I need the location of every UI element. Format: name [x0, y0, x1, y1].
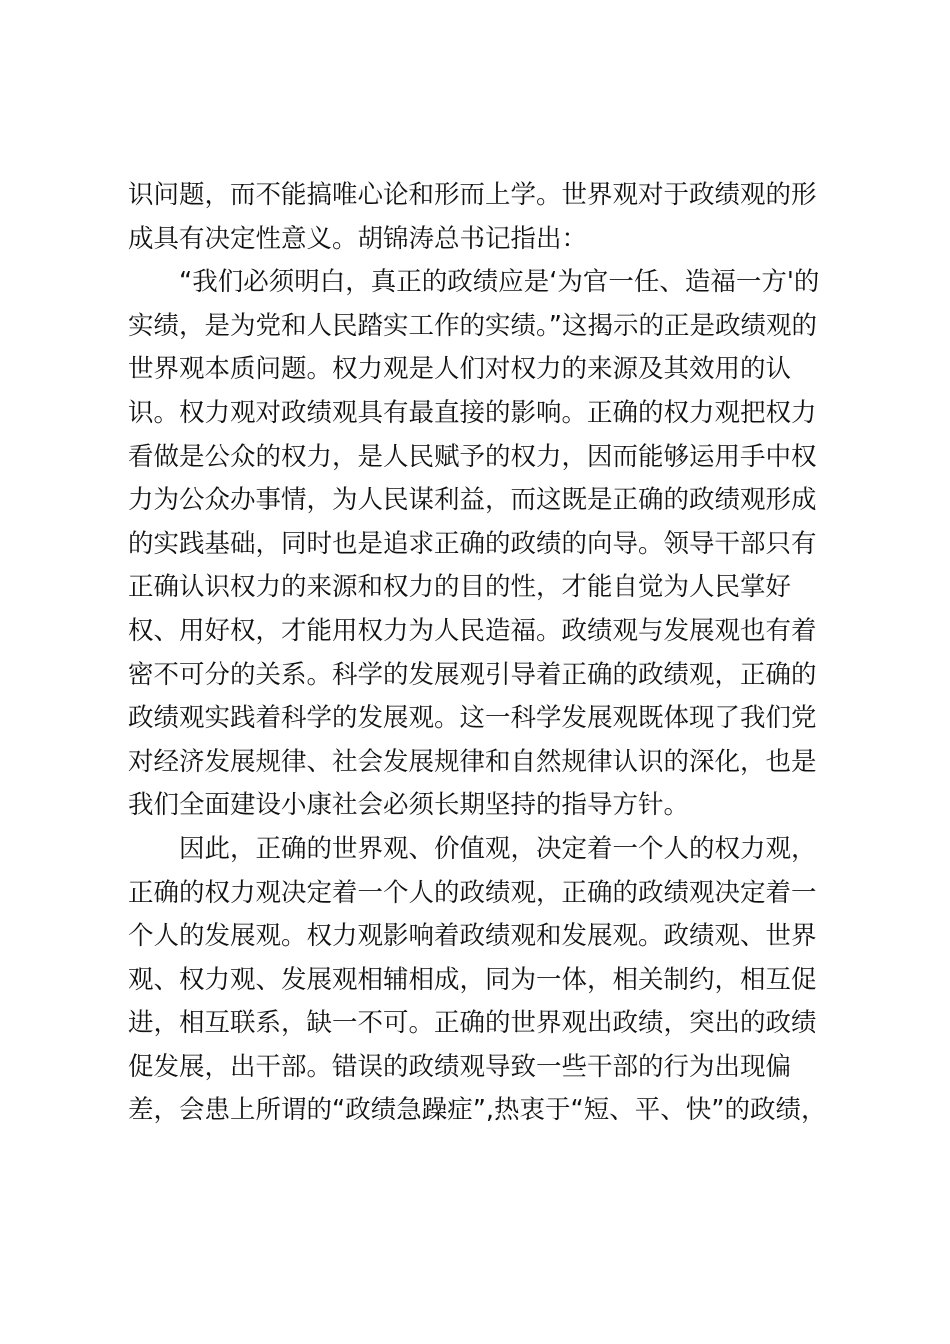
text-line: 观、权力观、发展观相辅相成，同为一体，相关制约，相互促 [128, 964, 817, 995]
text-line: 对经济发展规律、社会发展规律和自然规律认识的深化，也是 [128, 746, 817, 777]
text-line: 的实践基础，同时也是追求正确的政绩的向导。领导干部只有 [128, 528, 817, 559]
body-text [128, 174, 828, 1133]
text-line: 促发展，出干部。错误的政绩观导致一些干部的行为出现偏 [128, 1051, 792, 1082]
text-line: 成具有决定性意义。胡锦涛总书记指出： [128, 223, 588, 254]
paragraph-start-line: 因此，正确的世界观、价值观，决定着一个人的权力观， [179, 833, 817, 864]
text-line: 权、用好权，才能用权力为人民造福。政绩观与发展观也有着 [128, 615, 817, 646]
text-line: 正确认识权力的来源和权力的目的性，才能自觉为人民掌好 [128, 572, 792, 603]
text-line: 个人的发展观。权力观影响着政绩观和发展观。政绩观、世界 [128, 921, 817, 952]
text-line: 识问题，而不能搞唯心论和形而上学。世界观对于政绩观的形 [128, 180, 817, 210]
text-line: 力为公众办事情，为人民谋利益，而这既是正确的政绩观形成 [128, 485, 817, 516]
text-line: 进，相互联系，缺一不可。正确的世界观出政绩，突出的政绩 [128, 1008, 817, 1039]
text-line: 实绩，是为党和人民踏实工作的实绩。”这揭示的正是政绩观的 [128, 310, 817, 341]
paragraph-start-line: “我们必须明白，真正的政绩应是‘为官一任、造福一方'的 [179, 267, 820, 298]
text-line: 识。权力观对政绩观具有最直接的影响。正确的权力观把权力 [128, 397, 817, 428]
text-line: 差，会患上所谓的“政绩急躁症”,热衷于“短、平、快”的政绩， [128, 1095, 827, 1126]
text-line: 世界观本质问题。权力观是人们对权力的来源及其效用的认 [128, 354, 792, 385]
text-line: 政绩观实践着科学的发展观。这一科学发展观既体现了我们党 [128, 703, 817, 734]
text-line: 密不可分的关系。科学的发展观引导着正确的政绩观，正确的 [128, 659, 817, 690]
text-line: 我们全面建设小康社会必须长期坚持的指导方针。 [128, 790, 690, 821]
text-line: 看做是公众的权力，是人民赋予的权力，因而能够运用手中权 [128, 441, 817, 472]
text-line: 正确的权力观决定着一个人的政绩观，正确的政绩观决定着一 [128, 877, 817, 908]
